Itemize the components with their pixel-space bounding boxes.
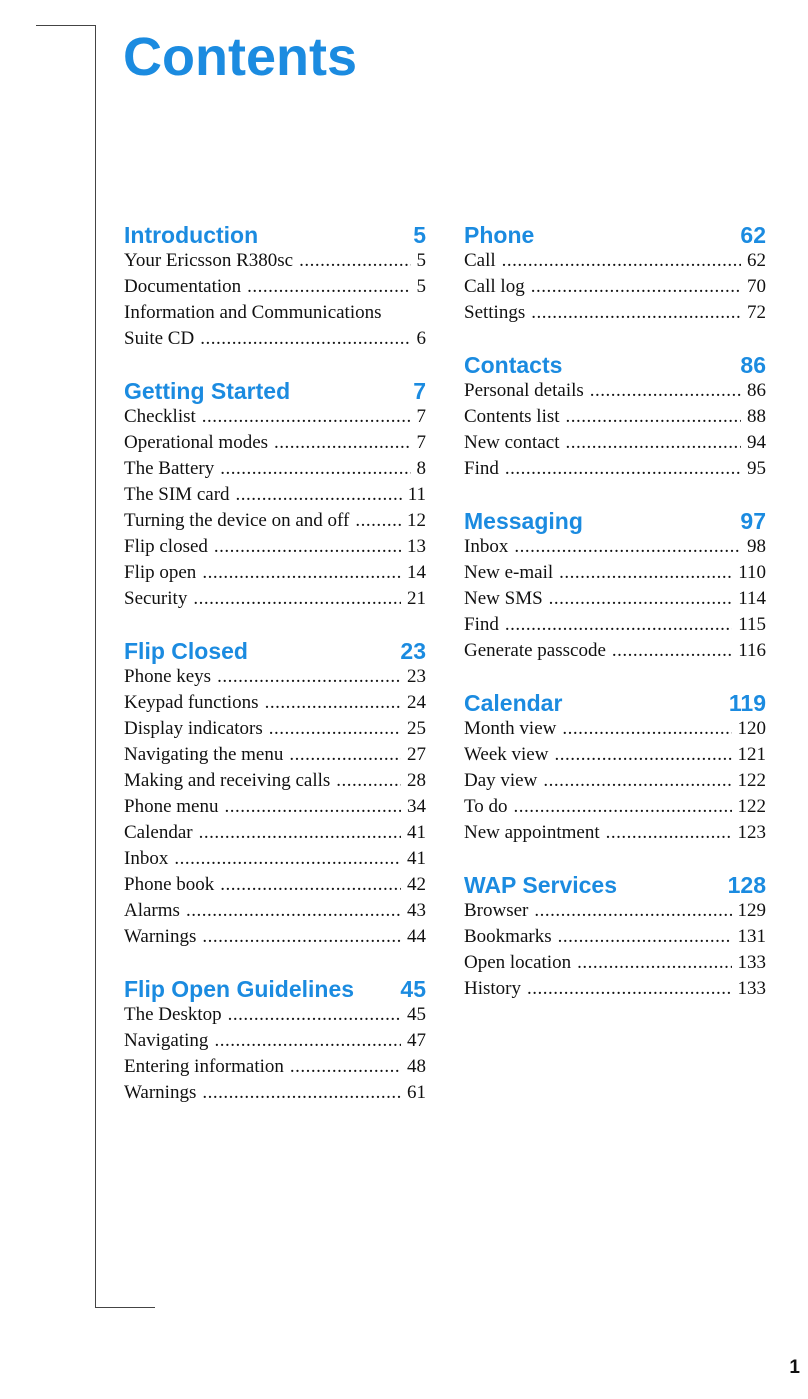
toc-entry[interactable] (464, 612, 766, 638)
entry-page: 47 (407, 1030, 426, 1051)
entry-label: Find (464, 458, 499, 479)
toc-entry[interactable] (124, 846, 426, 872)
entry-line2 (124, 326, 426, 352)
entry-page: 122 (737, 770, 766, 791)
dot-leader (214, 534, 401, 560)
entry-page: 61 (407, 1082, 426, 1103)
toc-entry[interactable] (124, 690, 426, 716)
entry-label: New SMS (464, 588, 543, 609)
entry-label: New appointment (464, 822, 600, 843)
section-title: Flip Open Guidelines (124, 976, 355, 1002)
dot-leader (514, 794, 732, 820)
entry-page: 131 (737, 926, 766, 947)
toc-entry[interactable] (124, 664, 426, 690)
entry-label: Documentation (124, 276, 242, 297)
entry-page: 110 (738, 562, 766, 583)
entry-label: Call log (464, 276, 525, 297)
toc-entry[interactable] (124, 898, 426, 924)
entry-page: 121 (737, 744, 766, 765)
entry-page: 41 (407, 822, 426, 843)
toc-entry[interactable] (464, 404, 766, 430)
dot-leader (265, 690, 401, 716)
toc-entry[interactable] (124, 872, 426, 898)
entry-page: 116 (738, 640, 766, 661)
entry-label: New contact (464, 432, 560, 453)
entry-label: Phone book (124, 874, 215, 895)
toc-entry[interactable] (464, 586, 766, 612)
toc-entry[interactable] (464, 638, 766, 664)
section-page: 5 (413, 222, 426, 248)
entry-page: 44 (407, 926, 426, 947)
toc-entry[interactable] (124, 716, 426, 742)
dot-leader (228, 1002, 401, 1028)
toc-section (124, 976, 426, 1106)
toc-entry[interactable] (124, 1080, 426, 1106)
section-page: 7 (413, 378, 426, 404)
margin-rule (95, 25, 96, 1308)
entry-label: Security (124, 588, 188, 609)
dot-leader (531, 274, 741, 300)
dot-leader (289, 742, 401, 768)
toc-entry[interactable] (124, 404, 426, 430)
toc-entry[interactable] (464, 898, 766, 924)
entry-page: 11 (407, 484, 426, 505)
toc-entry[interactable] (464, 274, 766, 300)
entry-label: Navigating (124, 1030, 209, 1051)
section-title: Contacts (464, 352, 563, 378)
entry-label: Flip closed (124, 536, 208, 557)
toc-right-column (464, 222, 766, 1028)
entry-label: Inbox (124, 848, 169, 869)
entry-page: 72 (747, 302, 766, 323)
section-page: 97 (740, 508, 766, 534)
dot-leader (514, 534, 741, 560)
toc-section (464, 222, 766, 326)
toc-entry[interactable] (464, 820, 766, 846)
toc-entry[interactable] (124, 1002, 426, 1028)
entry-label: Entering information (124, 1056, 284, 1077)
entry-label: Inbox (464, 536, 509, 557)
entry-page: 12 (407, 510, 426, 531)
toc-entry[interactable] (124, 430, 426, 456)
toc-entry[interactable] (464, 742, 766, 768)
dot-leader (202, 924, 401, 950)
entry-label: Find (464, 614, 499, 635)
dot-leader (612, 638, 732, 664)
dot-leader (543, 768, 731, 794)
dot-leader (590, 378, 741, 404)
entry-label: Making and receiving calls (124, 770, 331, 791)
dot-leader (502, 248, 741, 274)
entry-page: 86 (747, 380, 766, 401)
entry-label: Flip open (124, 562, 197, 583)
entry-page: 98 (747, 536, 766, 557)
dot-leader (559, 560, 732, 586)
section-page: 62 (740, 222, 766, 248)
entry-label: Operational modes (124, 432, 269, 453)
dot-leader (224, 794, 401, 820)
section-title: Flip Closed (124, 638, 248, 664)
dot-leader (565, 430, 741, 456)
dot-leader (534, 898, 731, 924)
dot-leader (186, 898, 401, 924)
toc-entry[interactable] (464, 950, 766, 976)
toc-section (464, 872, 766, 1002)
entry-page: 133 (737, 978, 766, 999)
entry-page: 129 (737, 900, 766, 921)
entry-page: 94 (747, 432, 766, 453)
entry-page: 34 (407, 796, 426, 817)
toc-entry[interactable] (464, 430, 766, 456)
dot-leader (220, 456, 410, 482)
toc-entry[interactable] (464, 248, 766, 274)
entry-label: Bookmarks (464, 926, 552, 947)
entry-label: Open location (464, 952, 572, 973)
section-title: Introduction (124, 222, 259, 248)
dot-leader (355, 508, 401, 534)
section-title: Getting Started (124, 378, 291, 404)
entry-label: Your Ericsson R380sc (124, 250, 294, 271)
section-page: 128 (727, 872, 766, 898)
entry-label: Week view (464, 744, 549, 765)
entry-label: The Desktop (124, 1004, 222, 1025)
entry-label: Display indicators (124, 718, 263, 739)
entry-page: 5 (416, 276, 426, 297)
entry-page: 21 (407, 588, 426, 609)
entry-page: 95 (747, 458, 766, 479)
toc-entry[interactable] (124, 300, 426, 352)
section-title: Calendar (464, 690, 563, 716)
toc-entry[interactable] (124, 924, 426, 950)
dot-leader (562, 716, 731, 742)
section-heading[interactable] (464, 508, 766, 534)
entry-label: Personal details (464, 380, 584, 401)
dot-leader (606, 820, 732, 846)
section-heading[interactable] (124, 378, 426, 404)
entry-page: 48 (407, 1056, 426, 1077)
entry-label: Keypad functions (124, 692, 259, 713)
entry-label: Turning the device on and off (124, 510, 350, 531)
entry-page: 25 (407, 718, 426, 739)
dot-leader (214, 1028, 401, 1054)
toc-section (124, 378, 426, 612)
dot-leader (505, 456, 741, 482)
dot-leader (505, 612, 732, 638)
section-page: 119 (728, 690, 766, 716)
toc-entry[interactable] (124, 274, 426, 300)
entry-page: 114 (738, 588, 766, 609)
toc-entry[interactable] (124, 248, 426, 274)
toc-entry[interactable] (124, 508, 426, 534)
dot-leader (200, 326, 410, 352)
dot-leader (236, 482, 402, 508)
dot-leader (193, 586, 401, 612)
dot-leader (274, 430, 410, 456)
entry-label: Phone menu (124, 796, 219, 817)
entry-label: The SIM card (124, 484, 230, 505)
dot-leader (527, 976, 732, 1002)
entry-page: 120 (737, 718, 766, 739)
dot-leader (577, 950, 731, 976)
entry-label: Generate passcode (464, 640, 606, 661)
entry-label: Settings (464, 302, 526, 323)
section-title: WAP Services (464, 872, 618, 898)
toc-entry[interactable] (464, 534, 766, 560)
entry-label: Alarms (124, 900, 180, 921)
entry-label: Day view (464, 770, 538, 791)
toc-entry[interactable] (124, 560, 426, 586)
entry-page: 14 (407, 562, 426, 583)
corner-rule-top (36, 25, 96, 26)
entry-label: Browser (464, 900, 529, 921)
dot-leader (174, 846, 401, 872)
entry-page: 6 (416, 328, 426, 349)
toc-entry[interactable] (464, 456, 766, 482)
dot-leader (549, 586, 733, 612)
toc-entry[interactable] (464, 976, 766, 1002)
entry-label: History (464, 978, 521, 999)
dot-leader (554, 742, 731, 768)
dot-leader (247, 274, 410, 300)
entry-page: 122 (737, 796, 766, 817)
toc-entry[interactable] (464, 378, 766, 404)
entry-page: 7 (416, 432, 426, 453)
toc-entry[interactable] (124, 742, 426, 768)
toc-left-column (124, 222, 426, 1132)
entry-page: 88 (747, 406, 766, 427)
entry-label: The Battery (124, 458, 215, 479)
entry-label: Navigating the menu (124, 744, 284, 765)
toc-section (124, 638, 426, 950)
section-page: 86 (740, 352, 766, 378)
dot-leader (531, 300, 741, 326)
entry-label: Calendar (124, 822, 193, 843)
entry-page: 28 (407, 770, 426, 791)
section-page: 45 (400, 976, 426, 1002)
toc-entry[interactable] (124, 586, 426, 612)
dot-leader (202, 560, 401, 586)
entry-page: 62 (747, 250, 766, 271)
entry-page: 42 (407, 874, 426, 895)
toc-entry[interactable] (464, 768, 766, 794)
toc-entry[interactable] (464, 560, 766, 586)
entry-label-line1: Information and Communications (124, 302, 382, 323)
toc-entry[interactable] (464, 794, 766, 820)
entry-label: Phone keys (124, 666, 212, 687)
dot-leader (290, 1054, 401, 1080)
section-title: Messaging (464, 508, 583, 534)
toc-entry[interactable] (124, 794, 426, 820)
section-heading[interactable] (464, 222, 766, 248)
entry-page: 123 (737, 822, 766, 843)
entry-label: Contents list (464, 406, 560, 427)
entry-page: 23 (407, 666, 426, 687)
entry-label: Warnings (124, 926, 197, 947)
toc-section (124, 222, 426, 352)
toc-section (464, 352, 766, 482)
dot-leader (566, 404, 741, 430)
toc-entry[interactable] (464, 924, 766, 950)
dot-leader (202, 404, 411, 430)
toc-entry[interactable] (124, 456, 426, 482)
toc-entry[interactable] (124, 768, 426, 794)
dot-leader (199, 820, 401, 846)
entry-page: 27 (407, 744, 426, 765)
entry-page: 41 (407, 848, 426, 869)
section-title: Phone (464, 222, 535, 248)
entry-page: 43 (407, 900, 426, 921)
toc-entry[interactable] (124, 534, 426, 560)
entry-label: Suite CD (124, 328, 195, 349)
toc-section (464, 690, 766, 846)
entry-page: 115 (738, 614, 766, 635)
dot-leader (220, 872, 401, 898)
corner-rule-bottom (95, 1307, 155, 1308)
section-heading[interactable] (464, 352, 766, 378)
toc-section (464, 508, 766, 664)
toc-entry[interactable] (124, 820, 426, 846)
dot-leader (336, 768, 401, 794)
toc-entry[interactable] (124, 1054, 426, 1080)
section-heading[interactable] (464, 872, 766, 898)
dot-leader (299, 248, 410, 274)
entry-label: Call (464, 250, 496, 271)
entry-label: Month view (464, 718, 557, 739)
section-heading[interactable] (464, 690, 766, 716)
entry-label: To do (464, 796, 508, 817)
toc-entry[interactable] (464, 716, 766, 742)
toc-entry[interactable] (464, 300, 766, 326)
entry-page: 13 (407, 536, 426, 557)
entry-label: Checklist (124, 406, 196, 427)
section-page: 23 (400, 638, 426, 664)
entry-label: Warnings (124, 1082, 197, 1103)
dot-leader (558, 924, 732, 950)
entry-page: 24 (407, 692, 426, 713)
dot-leader (269, 716, 401, 742)
entry-page: 5 (416, 250, 426, 271)
entry-page: 45 (407, 1004, 426, 1025)
toc-entry[interactable] (124, 482, 426, 508)
entry-page: 8 (416, 458, 426, 479)
page-title: Contents (123, 27, 357, 87)
dot-leader (217, 664, 401, 690)
entry-page: 70 (747, 276, 766, 297)
section-heading[interactable] (124, 222, 426, 248)
section-heading[interactable] (124, 976, 426, 1002)
entry-page: 7 (416, 406, 426, 427)
entry-page: 133 (737, 952, 766, 973)
section-heading[interactable] (124, 638, 426, 664)
page-number: 1 (789, 1357, 800, 1378)
entry-label: New e-mail (464, 562, 554, 583)
toc-entry[interactable] (124, 1028, 426, 1054)
dot-leader (202, 1080, 401, 1106)
